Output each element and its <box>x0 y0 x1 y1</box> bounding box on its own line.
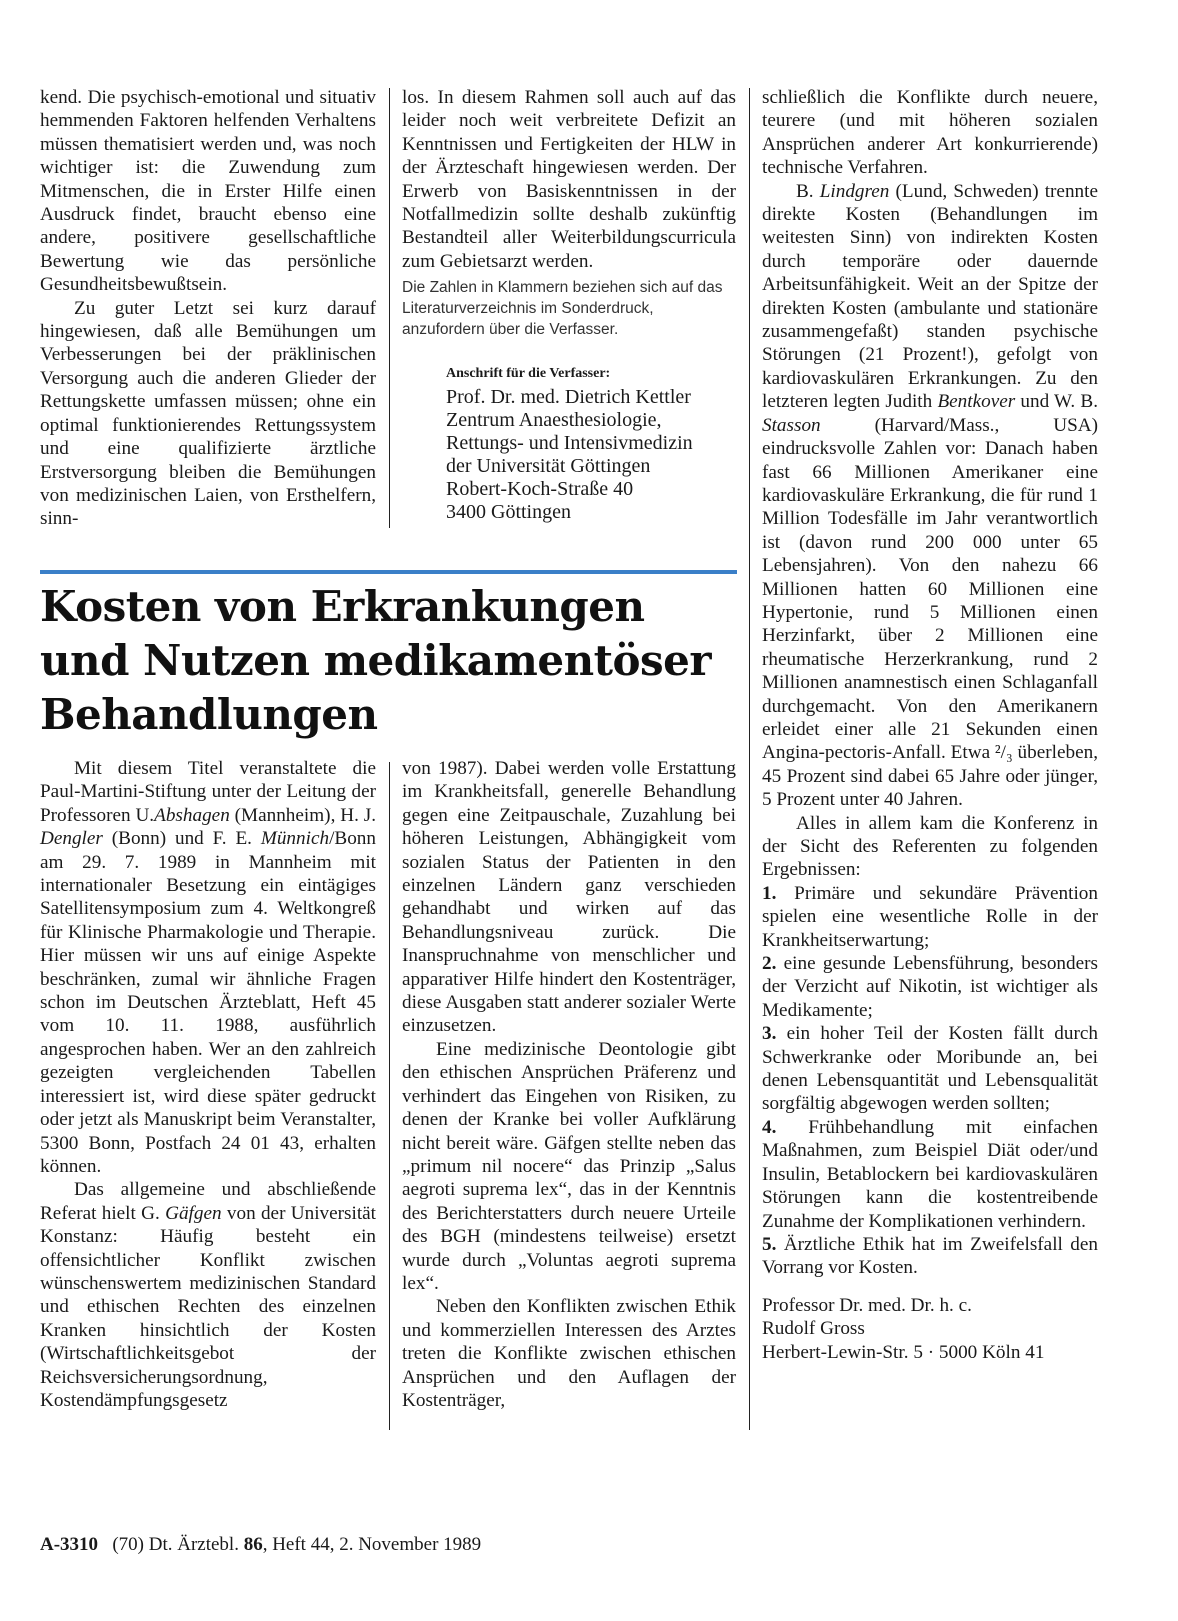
address-heading: Anschrift für die Verfasser: <box>446 366 611 382</box>
column-divider <box>749 88 750 1430</box>
result-item: 4. Frühbehandlung mit einfachen Maßnahmen, zum Beispiel Diät oder/und Insulin, Betablockern bei kardiovaskulären Störungen kann die kostentreibende Zunahme der Komplikationen verhindern. <box>762 1116 1098 1232</box>
author-signature: Professor Dr. med. Dr. h. c. Rudolf Gross Herbert-Lewin-Str. 5 · 5000 Köln 41 <box>762 1294 1045 1363</box>
column-2-top <box>402 86 736 524</box>
paragraph: los. In diesem Rahmen soll auch auf das leider noch weit verbreitete Defizit an Kenntnissen und Fertigkeiten der HLW in der Ärzteschaft hingewiesen werden. Der Erwerb von Basiskenntnissen in der Notfallmedizin sollte deshalb zukünftig Bestandteil aller Weiterbildungscurricula zum Gebietsarzt werden. <box>402 87 736 272</box>
paragraph: Alles in allem kam die Konferenz in der Sicht des Referenten zu folgenden Ergebnissen: <box>762 812 1098 881</box>
paragraph: Eine medizinische Deontologie gibt den ethischen Ansprüchen Präferenz und verhindert das Eingehen von Risiken, zu denen der Kranke bei voller Aufklärung nicht bereit wäre. Gäfgen stellte neben das „primum nil nocere“ das Prinzip „Salus aegroti suprema lex“, das in der Kenntnis des Berichterstatters durch neuere Urteile des BGH (mindestens teilweise) ersetzt wurde durch „Voluntas aegroti suprema lex“. <box>402 1038 736 1294</box>
result-item: 5. Ärztliche Ethik hat im Zweifelsfall den Vorrang vor Kosten. <box>762 1233 1098 1279</box>
article-headline: Kosten von Erkrankungen und Nutzen medikamentöser Behandlungen <box>40 582 712 739</box>
column-divider <box>389 88 390 528</box>
paragraph: schließlich die Konflikte durch neuere, teurere (und mit höheren sozialen Ansprüchen anderer Art konkurrierende) technische Verfahren. <box>762 87 1098 179</box>
paragraph: B. Lindgren (Lund, Schweden) trennte direkte Kosten (Behandlungen im weitesten Sinn) von indirekten Kosten durch temporäre oder dauernde Arbeitsunfähigkeit. Weit an der Spitze der direkten Kosten (ambulante und stationäre zusammengefaßt) standen psychische Störungen (21 Prozent!), gefolgt von kardiovaskulären Erkrankungen. Zu den letzteren legten Judith Bentkover und W. B. Stasson (Harvard/Mass., USA) eindrucksvolle Zahlen vor: Danach haben fast 66 Millionen Amerikaner eine kardiovaskuläre Erkrankung, die für rund 1 Million Todesfälle im Jahr verantwortlich ist (davon rund 200 000 unter 65 Lebensjahren). Von den nahezu 66 Millionen hatten 60 Millionen eine Hypertonie, rund 5 Millionen einen Herzinfarkt, über 2 Millionen eine rheumatische Herzerkrankung, rund 2 Millionen anamnestisch einen Schlaganfall durchgemacht. Von den Amerikanern erleidet einer alle 21 Sekunden einen Angina-pectoris-Anfall. Etwa ²/₃ überleben, 45 Prozent sind dabei 65 Jahre oder jünger, 5 Prozent unter 40 Jahren. <box>762 180 1098 811</box>
result-item: 3. ein hoher Teil der Kosten fällt durch Schwerkranke oder Moribunde an, bei denen Lebensquantität und Lebensqualität sorgfältig abgewogen werden sollten; <box>762 1023 1098 1115</box>
paragraph: Zu guter Letzt sei kurz darauf hingewiesen, daß alle Bemühungen um Verbesserungen bei der präklinischen Versorgung auch die anderen Glieder der Rettungskette umfassen müssen; ohne ein optimal funktionierendes Rettungssystem und eine qualifizierte ärztliche Erstversorgung bleiben die Bemühungen von medizinischen Laien, von Ersthelfern, sinn- <box>40 297 376 530</box>
paragraph: Das allgemeine und abschließende Referat hielt G. Gäfgen von der Universität Konstanz: Häufig besteht ein offensichtlicher Konflikt zwischen wünschenswertem medizinischen Standard und ethischen Rechten des einzelnen Kranken hinsichtlich der Kosten (Wirtschaftlichkeitsgebot der Reichsversicherungsordnung, Kostendämpfungsgesetz <box>40 1179 376 1411</box>
paragraph: von 1987). Dabei werden volle Erstattung im Krankheitsfall, generelle Behandlung gegen eine Zeitpauschale, Zuzahlung bei höheren Leistungen, Abhängigkeit vom sozialen Status der Patienten in den einzelnen Ländern ganz verschieden gehandhabt und wirken auf das Behandlungsniveau zurück. Die Inanspruchnahme von menschlicher und apparativer Hilfe hindert den Kostenträger, diese Ausgaben statt anderer sozialer Werte einzusetzen. <box>402 758 736 1037</box>
author-address: Prof. Dr. med. Dietrich Kettler Zentrum Anaesthesiologie, Rettungs- und Intensivmedizin der Universität Göttingen Robert-Koch-Straße 40 3400 Göttingen <box>446 385 693 523</box>
column-1-article <box>40 757 376 1412</box>
column-1-top <box>40 86 376 531</box>
references-note: Die Zahlen in Klammern beziehen sich auf das Literaturverzeichnis im Sonderdruck, anzufordern über die Verfasser. <box>402 279 723 339</box>
result-item: 2. eine gesunde Lebensführung, besonders der Verzicht auf Nikotin, ist wichtiger als Medikamente; <box>762 953 1098 1021</box>
paragraph: Mit diesem Titel veranstaltete die Paul-Martini-Stiftung unter der Leitung der Professoren U.Abshagen (Mannheim), H. J. Dengler (Bonn) und F. E. Münnich/Bonn am 29. 7. 1989 in Mannheim mit internationaler Besetzung ein eintägiges Satellitensymposium zum 4. Weltkongreß für Klinische Pharmakologie und Therapie. Hier müssen wir uns auf einige Aspekte beschränken, zumal wir ähnliche Fragen schon im Deutschen Ärzteblatt, Heft 45 vom 10. 11. 1988, ausführlich angesprochen haben. Wer an den zahlreich gezeigten vergleichenden Tabellen interessiert ist, wird diese später gedruckt oder jetzt als Manuskript beim Veranstalter, 5300 Bonn, Postfach 24 01 43, erhalten können. <box>40 758 376 1177</box>
page-number: A-3310 <box>40 1534 99 1555</box>
paragraph: kend. Die psychisch-emotional und situativ hemmenden Faktoren helfenden Verhaltens müssen thematisiert werden und, was noch wichtiger ist: die Zuwendung zum Mitmenschen, die in Erster Hilfe einen Ausdruck findet, braucht ebenso eine andere, positivere gesellschaftliche Bewertung wie das persönliche Gesundheitsbewußtsein. <box>40 87 376 296</box>
column-divider <box>389 762 390 1430</box>
column-2-article <box>402 757 736 1412</box>
section-rule <box>40 570 737 574</box>
paragraph: Neben den Konflikten zwischen Ethik und kommerziellen Interessen des Arztes treten die Konflikte zwischen ethischen Ansprüchen und den Auflagen der Kostenträger, <box>402 1296 736 1411</box>
column-3 <box>762 86 1098 1364</box>
result-item: 1. Primäre und sekundäre Prävention spielen eine wesentliche Rolle in der Krankheitserwartung; <box>762 882 1098 951</box>
page-footer: A-3310 (70) Dt. Ärztebl. 86, Heft 44, 2. November 1989 <box>40 1534 482 1555</box>
